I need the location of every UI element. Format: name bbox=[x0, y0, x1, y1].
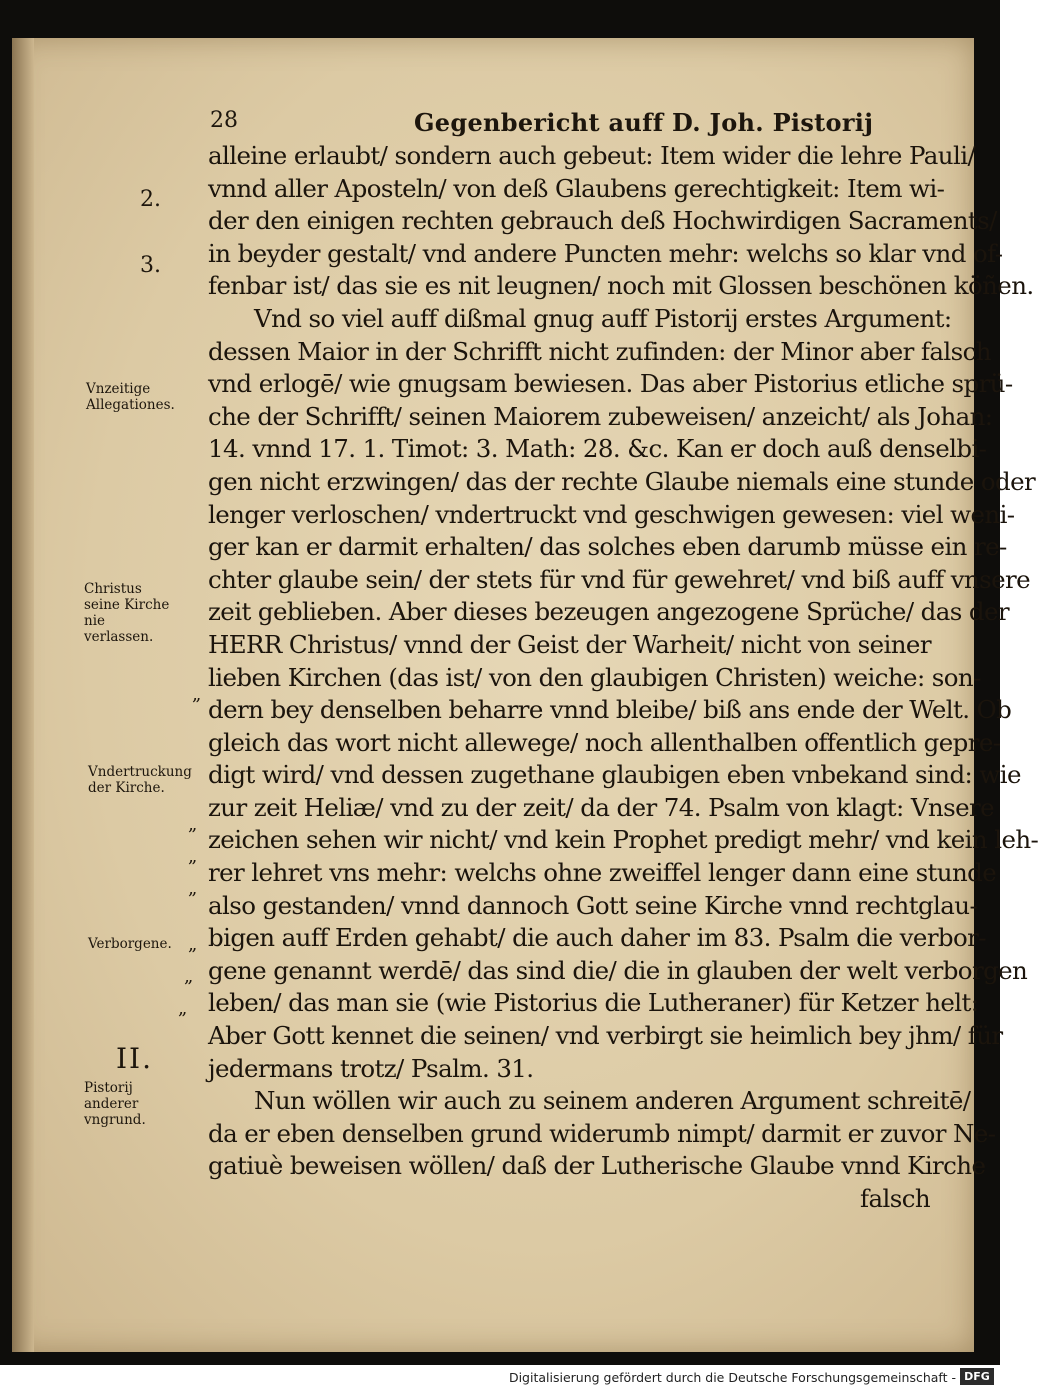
text-line: Vnd so viel auff dißmal gnug auff Pistorij erstes Argument: bbox=[254, 303, 952, 333]
book-page bbox=[12, 38, 1038, 1352]
text-line: zeit geblieben. Aber dieses bezeugen angezogene Sprüche/ das der bbox=[208, 597, 1010, 627]
catchword: falsch bbox=[860, 1184, 930, 1213]
text-line: Aber Gott kennet die seinen/ vnd verbirgt sie heimlich bey jhm/ für bbox=[208, 1021, 1003, 1051]
text-line: dessen Maior in der Schrifft nicht zufinden: der Minor aber falsch bbox=[208, 336, 991, 366]
text-line: vnd erlogē/ wie gnugsam bewiesen. Das aber Pistorius etliche sprü- bbox=[208, 369, 1013, 399]
margin-note-pistorij: Pistorij anderer vngrund. bbox=[84, 1080, 146, 1128]
text-line: zur zeit Heliæ/ vnd zu der zeit/ da der 74. Psalm von klagt: Vnsere bbox=[208, 792, 994, 822]
margin-note-allegationes: Vnzeitige Allegationes. bbox=[86, 381, 175, 413]
text-line: gene genannt werdē/ das sind die/ die in glauben der welt verborgen bbox=[208, 955, 1028, 985]
text-line: lieben Kirchen (das ist/ von den glaubigen Christen) weiche: son- bbox=[208, 662, 981, 692]
margin-quote-mark: „ bbox=[188, 814, 198, 835]
text-line: vnnd aller Aposteln/ von deß Glaubens gerechtigkeit: Item wi- bbox=[208, 173, 945, 203]
text-line: lenger verloschen/ vndertruckt vnd geschwigen gewesen: viel weni- bbox=[208, 499, 1015, 529]
text-line: bigen auff Erden gehabt/ die auch daher im 83. Psalm die verbor- bbox=[208, 923, 986, 953]
page-number: 28 bbox=[210, 108, 238, 133]
text-line: jedermans trotz/ Psalm. 31. bbox=[208, 1053, 534, 1083]
text-line: gleich das wort nicht allewege/ noch allenthalben offentlich gepre- bbox=[208, 727, 1001, 757]
text-line: da er eben denselben grund widerumb nimpt/ darmit er zuvor Ne- bbox=[208, 1118, 996, 1148]
text-line: Nun wöllen wir auch zu seinem anderen Argument schreitē/ bbox=[254, 1086, 971, 1116]
dfg-logo: DFG bbox=[960, 1368, 994, 1385]
margin-quote-mark: „ bbox=[188, 846, 198, 867]
text-line: HERR Christus/ vnnd der Geist der Warheit/ nicht von seiner bbox=[208, 629, 931, 659]
running-title: Gegenbericht auff D. Joh. Pistorij bbox=[414, 108, 874, 137]
margin-quote-mark: „ bbox=[184, 966, 194, 987]
text-line: alleine erlaubt/ sondern auch gebeut: Item wider die lehre Pauli/ bbox=[208, 141, 976, 170]
page-gutter bbox=[12, 38, 34, 1352]
text-line: digt wird/ vnd dessen zugethane glaubigen eben vnbekand sind: wie bbox=[208, 760, 1021, 790]
text-line: che der Schrifft/ seinen Maiorem zubeweisen/ anzeicht/ als Johan: bbox=[208, 401, 993, 431]
margin-section-number: II. bbox=[116, 1042, 154, 1075]
text-line: der den einigen rechten gebrauch deß Hochwirdigen Sacraments/ bbox=[208, 206, 997, 236]
margin-quote-mark: „ bbox=[192, 684, 202, 705]
margin-note-verborgene: Verborgene. bbox=[88, 936, 172, 952]
margin-number-3: 3. bbox=[140, 253, 161, 278]
funding-credit: Digitalisierung gefördert durch die Deutsche Forschungsgemeinschaft - bbox=[508, 1370, 956, 1385]
text-line: zeichen sehen wir nicht/ vnd kein Prophet predigt mehr/ vnd kein leh- bbox=[208, 825, 1038, 855]
margin-note-vndertruckung: Vndertruckung der Kirche. bbox=[88, 764, 192, 796]
margin-quote-mark: „ bbox=[188, 878, 198, 899]
margin-quote-mark: „ bbox=[188, 934, 198, 955]
text-line: rer lehret vns mehr: welchs ohne zweiffel lenger dann eine stunde bbox=[208, 858, 997, 888]
footer-bar bbox=[0, 1365, 1000, 1390]
text-line: ger kan er darmit erhalten/ das solches eben darumb müsse ein re- bbox=[208, 532, 1007, 562]
text-line: dern bey denselben beharre vnnd bleibe/ biß ans ende der Welt. Ob bbox=[208, 695, 1012, 725]
text-line: gen nicht erzwingen/ das der rechte Glaube niemals eine stunde oder bbox=[208, 466, 1036, 496]
margin-number-2: 2. bbox=[140, 187, 161, 212]
text-line: chter glaube sein/ der stets für vnd für gewehret/ vnd biß auff vnsere bbox=[208, 564, 1031, 594]
main-text bbox=[208, 140, 1038, 1216]
text-line: in beyder gestalt/ vnd andere Puncten mehr: welchs so klar vnd of- bbox=[208, 238, 1003, 268]
margin-quote-mark: „ bbox=[178, 998, 188, 1019]
text-line: also gestanden/ vnnd dannoch Gott seine Kirche vnnd rechtglau- bbox=[208, 890, 978, 920]
text-line: 14. vnnd 17. 1. Timot: 3. Math: 28. &c. Kan er doch auß denselbi- bbox=[208, 434, 987, 464]
text-line: leben/ das man sie (wie Pistorius die Lutheraner) für Ketzer helt: bbox=[208, 988, 979, 1018]
margin-note-christus: Christus seine Kirche nie verlassen. bbox=[84, 581, 170, 645]
text-line: fenbar ist/ das sie es nit leugnen/ noch mit Glossen beschönen köñen. bbox=[208, 271, 1034, 301]
text-line: gatiuè beweisen wöllen/ daß der Lutherische Glaube vnnd Kirche bbox=[208, 1151, 986, 1181]
